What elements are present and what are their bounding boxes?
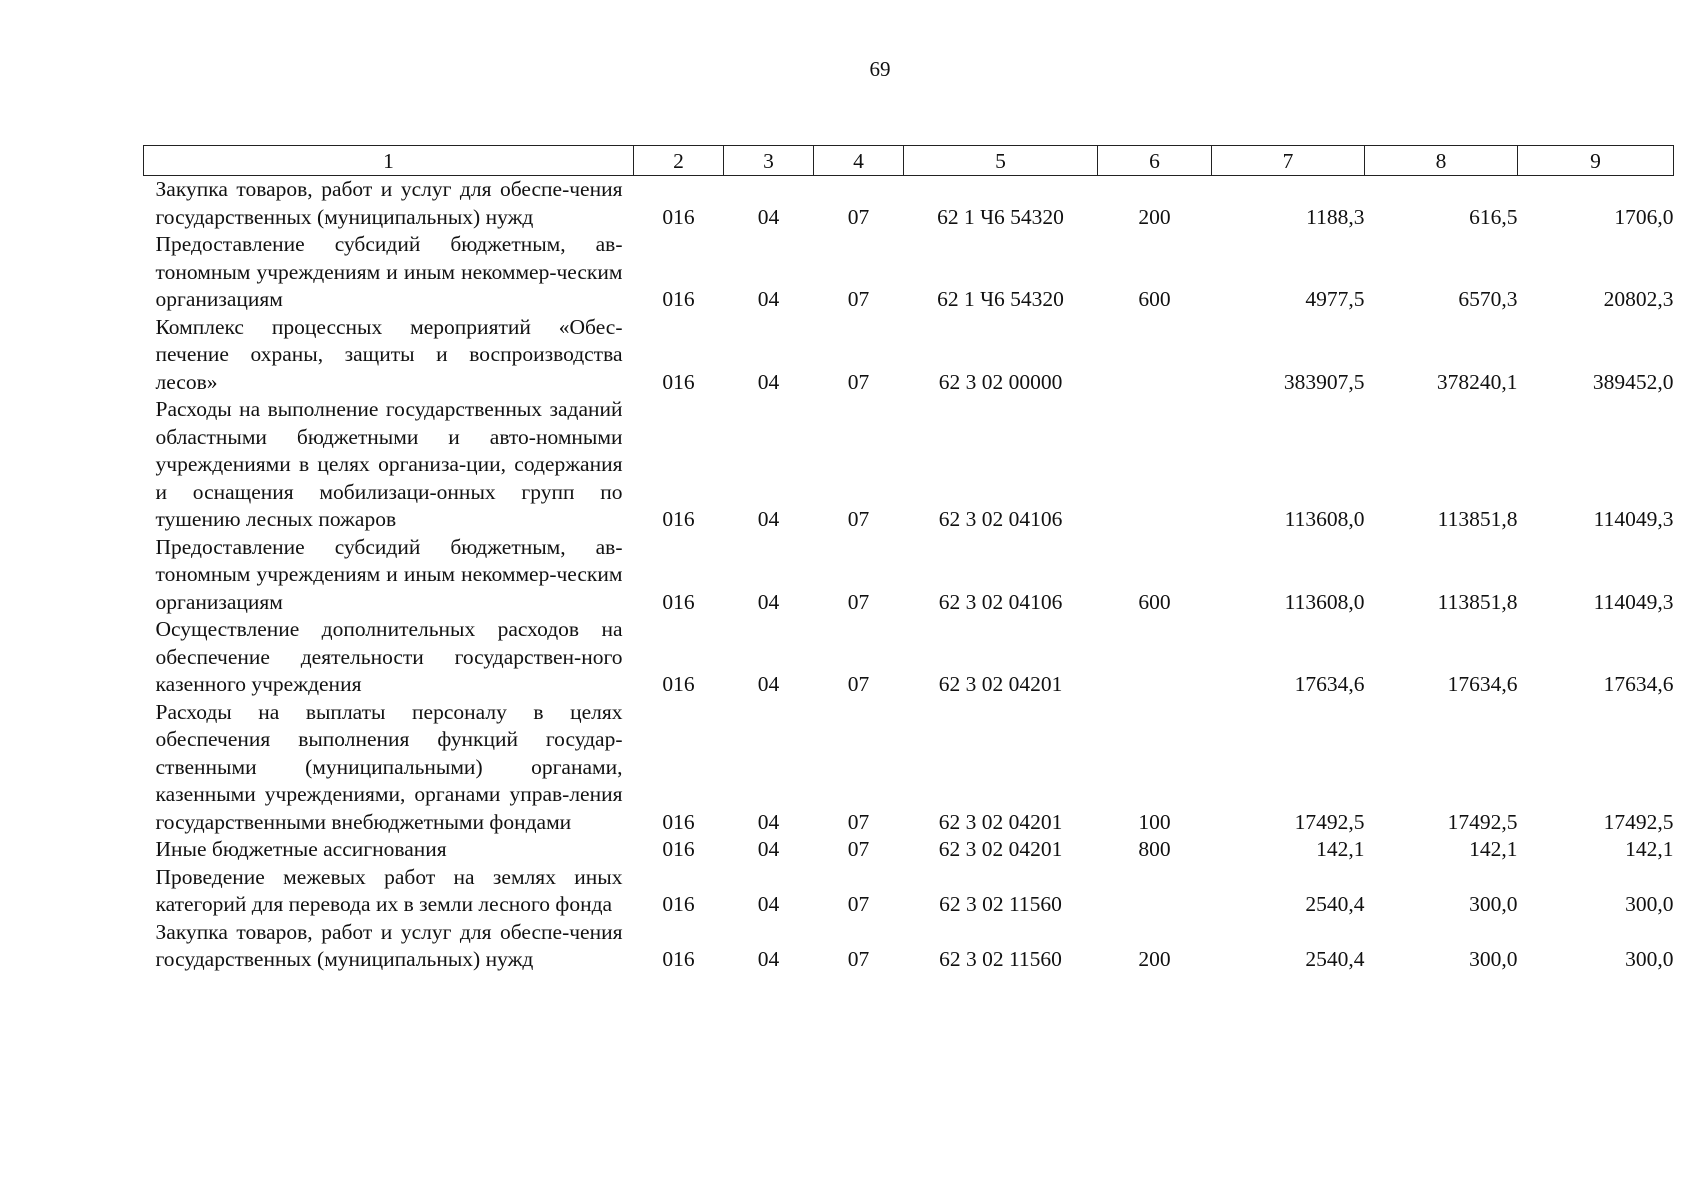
table-row bbox=[144, 919, 1674, 974]
cell-col-8: 300,0 bbox=[1469, 947, 1518, 971]
cell-col-9: 389452,0 bbox=[1592, 369, 1674, 394]
cell-col-3: 04 bbox=[757, 947, 780, 971]
cell-col-9: 114049,3 bbox=[1593, 507, 1674, 531]
table-row bbox=[144, 864, 1674, 919]
cell-col-9: 300,0 bbox=[1625, 947, 1674, 971]
table-row bbox=[144, 836, 1674, 864]
header-col-5: 5 bbox=[904, 146, 1098, 176]
cell-col-7: 4977,5 bbox=[1305, 287, 1365, 311]
cell-col-7: 2540,4 bbox=[1305, 947, 1365, 971]
cell-col-5: 62 1 Ч6 54320 bbox=[937, 204, 1064, 229]
cell-col-8: 616,5 bbox=[1469, 204, 1518, 229]
cell-col-5: 62 3 02 04201 bbox=[938, 672, 1063, 696]
row-name: Предоставление субсидий бюджетным, ав-тономным учреждениям и иным некоммер-ческим организациям bbox=[155, 232, 623, 311]
cell-col-6: 100 bbox=[1138, 809, 1171, 834]
cell-col-4: 07 bbox=[847, 287, 870, 311]
cell-col-6 bbox=[1098, 864, 1212, 919]
cell-col-6 bbox=[1098, 314, 1212, 397]
table-body bbox=[144, 176, 1674, 974]
cell-col-5: 62 3 02 04201 bbox=[938, 837, 1063, 861]
table-row bbox=[144, 616, 1674, 699]
cell-col-2: 016 bbox=[662, 892, 695, 916]
header-col-1: 1 bbox=[144, 146, 634, 176]
header-col-3: 3 bbox=[724, 146, 814, 176]
table-row bbox=[144, 231, 1674, 314]
header-col-6: 6 bbox=[1098, 146, 1212, 176]
table-row bbox=[144, 176, 1674, 232]
cell-col-6: 600 bbox=[1138, 287, 1171, 311]
cell-col-9: 300,0 bbox=[1625, 892, 1674, 916]
page-number: 69 bbox=[869, 57, 891, 81]
table-header bbox=[144, 146, 1674, 176]
cell-col-2: 016 bbox=[662, 507, 695, 531]
cell-col-5: 62 3 02 04106 bbox=[938, 589, 1063, 614]
cell-col-2: 016 bbox=[662, 947, 695, 971]
cell-col-5: 62 3 02 11560 bbox=[939, 892, 1062, 916]
row-name: Проведение межевых работ на землях иных категорий для перевода их в земли лесного фонда bbox=[155, 864, 623, 916]
cell-col-4: 07 bbox=[847, 947, 870, 971]
cell-col-2: 016 bbox=[662, 672, 695, 696]
header-col-2: 2 bbox=[634, 146, 724, 176]
row-name: Расходы на выплаты персоналу в целях обеспечения выполнения функций государ-ственными (муниципальными) органами, казенными учреждениями, органами управ-ления государственными внебюджетными фондами bbox=[155, 699, 623, 834]
cell-col-4: 07 bbox=[847, 507, 870, 531]
cell-col-6: 200 bbox=[1138, 204, 1171, 229]
cell-col-6 bbox=[1098, 396, 1212, 534]
cell-col-6: 200 bbox=[1138, 947, 1171, 971]
cell-col-8: 17492,5 bbox=[1447, 809, 1518, 834]
row-name: Иные бюджетные ассигнования bbox=[155, 837, 447, 861]
row-name: Закупка товаров, работ и услуг для обеспе-чения государственных (муниципальных) нужд bbox=[155, 177, 623, 229]
cell-col-4: 07 bbox=[847, 837, 870, 861]
row-name: Осуществление дополнительных расходов на обеспечение деятельности государствен-ного казенного учреждения bbox=[155, 617, 623, 696]
row-name: Закупка товаров, работ и услуг для обеспе-чения государственных (муниципальных) нужд bbox=[155, 919, 623, 971]
cell-col-8: 300,0 bbox=[1469, 892, 1518, 916]
cell-col-2: 016 bbox=[662, 287, 695, 311]
cell-col-8: 142,1 bbox=[1469, 837, 1518, 861]
cell-col-8: 6570,3 bbox=[1458, 287, 1518, 311]
cell-col-5: 62 1 Ч6 54320 bbox=[937, 287, 1064, 311]
cell-col-9: 20802,3 bbox=[1603, 287, 1674, 311]
cell-col-3: 04 bbox=[757, 589, 780, 614]
header-row bbox=[144, 146, 1674, 176]
table-row bbox=[144, 699, 1674, 837]
cell-col-3: 04 bbox=[757, 892, 780, 916]
row-name: Предоставление субсидий бюджетным, ав-тономным учреждениям и иным некоммер-ческим организациям bbox=[155, 534, 623, 614]
cell-col-9: 1706,0 bbox=[1614, 204, 1674, 229]
cell-col-3: 04 bbox=[757, 287, 780, 311]
header-col-8: 8 bbox=[1365, 146, 1518, 176]
cell-col-5: 62 3 02 00000 bbox=[938, 369, 1063, 394]
cell-col-5: 62 3 02 04201 bbox=[938, 809, 1063, 834]
cell-col-4: 07 bbox=[847, 589, 870, 614]
cell-col-7: 113608,0 bbox=[1284, 589, 1365, 614]
row-name: Расходы на выполнение государственных заданий областными бюджетными и авто-номными учреждениями в целях организа-ции, содержания и оснащения мобилизаци-онных групп по тушению лесных пожаров bbox=[155, 397, 623, 531]
row-name: Комплекс процессных мероприятий «Обес-печение охраны, защиты и воспроизводства лесов» bbox=[155, 314, 623, 394]
cell-col-2: 016 bbox=[662, 204, 695, 229]
cell-col-4: 07 bbox=[847, 672, 870, 696]
cell-col-7: 142,1 bbox=[1316, 837, 1365, 861]
cell-col-4: 07 bbox=[847, 369, 870, 394]
cell-col-9: 142,1 bbox=[1625, 837, 1674, 861]
cell-col-8: 378240,1 bbox=[1436, 369, 1518, 394]
cell-col-8: 113851,8 bbox=[1437, 589, 1518, 614]
cell-col-9: 17634,6 bbox=[1603, 672, 1674, 696]
table-row bbox=[144, 314, 1674, 397]
header-col-7: 7 bbox=[1212, 146, 1365, 176]
cell-col-5: 62 3 02 11560 bbox=[939, 947, 1062, 971]
table-row bbox=[144, 534, 1674, 617]
cell-col-9: 17492,5 bbox=[1603, 809, 1674, 834]
cell-col-7: 17634,6 bbox=[1294, 672, 1365, 696]
cell-col-3: 04 bbox=[757, 369, 780, 394]
cell-col-9: 114049,3 bbox=[1593, 589, 1674, 614]
cell-col-4: 07 bbox=[847, 204, 870, 229]
cell-col-6: 800 bbox=[1138, 837, 1171, 861]
cell-col-4: 07 bbox=[847, 892, 870, 916]
cell-col-8: 113851,8 bbox=[1437, 507, 1518, 531]
header-col-9: 9 bbox=[1518, 146, 1674, 176]
cell-col-6 bbox=[1098, 616, 1212, 699]
cell-col-7: 383907,5 bbox=[1283, 369, 1365, 394]
cell-col-2: 016 bbox=[662, 589, 695, 614]
cell-col-3: 04 bbox=[757, 672, 780, 696]
cell-col-8: 17634,6 bbox=[1447, 672, 1518, 696]
cell-col-5: 62 3 02 04106 bbox=[938, 507, 1063, 531]
budget-table bbox=[143, 145, 1674, 974]
cell-col-2: 016 bbox=[662, 809, 695, 834]
cell-col-2: 016 bbox=[662, 369, 695, 394]
cell-col-7: 1188,3 bbox=[1306, 204, 1365, 229]
cell-col-3: 04 bbox=[757, 837, 780, 861]
cell-col-3: 04 bbox=[757, 809, 780, 834]
cell-col-7: 2540,4 bbox=[1305, 892, 1365, 916]
cell-col-3: 04 bbox=[757, 507, 780, 531]
cell-col-7: 17492,5 bbox=[1294, 809, 1365, 834]
header-col-4: 4 bbox=[814, 146, 904, 176]
cell-col-2: 016 bbox=[662, 837, 695, 861]
cell-col-4: 07 bbox=[847, 809, 870, 834]
cell-col-7: 113608,0 bbox=[1284, 507, 1365, 531]
table-row bbox=[144, 396, 1674, 534]
cell-col-3: 04 bbox=[757, 204, 780, 229]
cell-col-6: 600 bbox=[1138, 589, 1171, 614]
